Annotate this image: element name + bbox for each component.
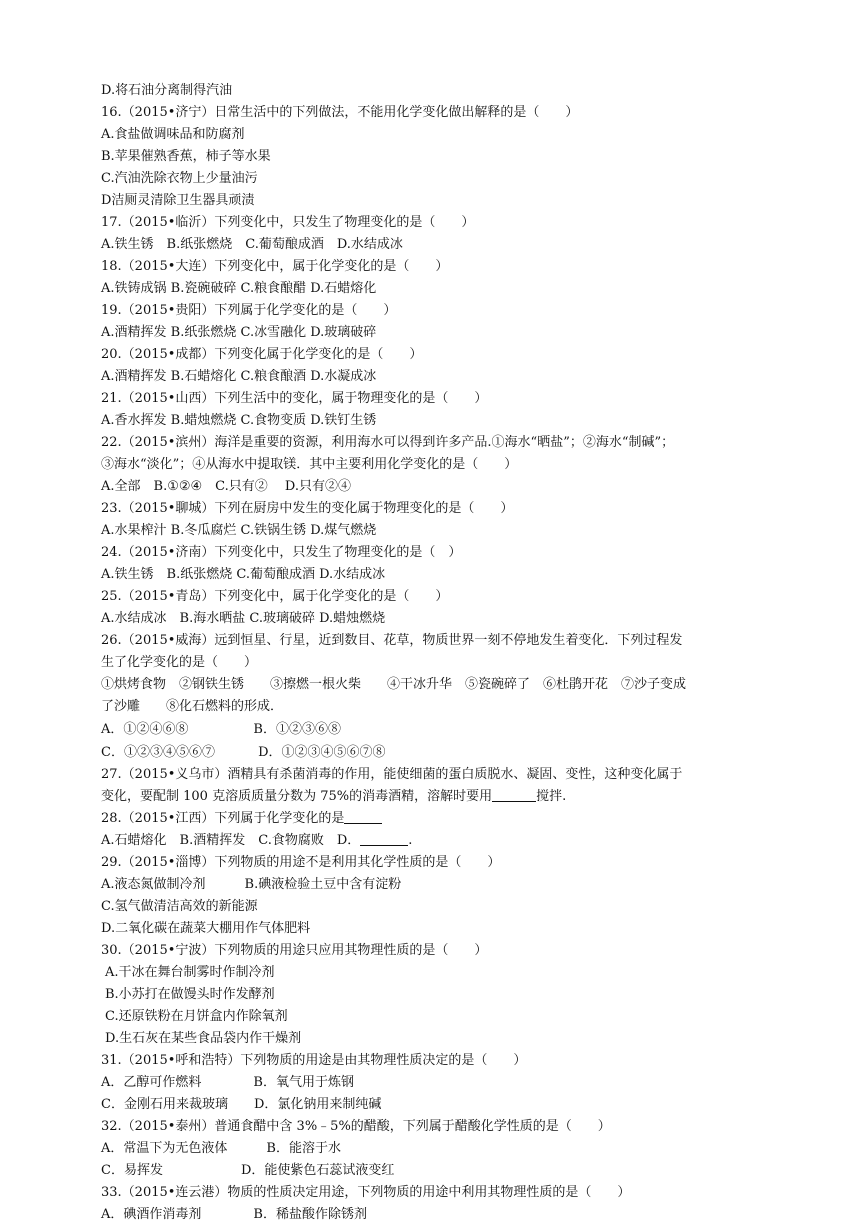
answer-option: C.还原铁粉在月饼盒内作除氧剂 — [105, 1009, 288, 1024]
document-page — [101, 80, 769, 1226]
answer-options: A.酒精挥发 B.石蜡熔化 C.粮食酿酒 D.水凝成冰 — [101, 369, 377, 384]
answer-options: A.水果榨汁 B.冬瓜腐烂 C.铁锅生锈 D.煤气燃烧 — [101, 523, 377, 538]
question-27-continued — [101, 786, 769, 808]
answer-options: A.铁铸成锅 B.瓷碗破碎 C.粮食酿醋 D.石蜡熔化 — [101, 281, 377, 296]
question-27-tail: 搅拌. — [536, 789, 567, 804]
question-22: 22.（2015•滨州）海洋是重要的资源，利用海水可以得到许多产品.①海水“晒盐”；②海水“制碱”； — [101, 435, 675, 450]
question-26-items-continued: 了沙雕 ⑧化石燃料的形成． — [101, 699, 284, 714]
answer-option: C.汽油洗除衣物上少量油污 — [101, 171, 258, 186]
question-28-text: 28.（2015•江西）下列属于化学变化的是 — [101, 811, 345, 826]
answer-option: D.二氧化碳在蔬菜大棚用作气体肥料 — [101, 921, 311, 936]
question-24: 24.（2015•济南）下列变化中，只发生了物理变化的是（ ） — [101, 545, 462, 560]
answer-options: C．易挥发 D．能使紫色石蕊试液变红 — [101, 1163, 395, 1178]
answer-option: A.食盐做调味品和防腐剂 — [101, 127, 245, 142]
question-28 — [101, 808, 769, 830]
question-27-text: 变化，要配制 100 克溶质质量分数为 75%的消毒酒精，溶解时要用 — [101, 789, 493, 804]
answer-options: A．碘酒作消毒剂 B．稀盐酸作除锈剂 — [101, 1207, 367, 1222]
answer-options-text: A.石蜡熔化 B.酒精挥发 C.食物腐败 D． — [101, 833, 361, 848]
answer-options: A.水结成冰 B.海水晒盐 C.玻璃破碎 D.蜡烛燃烧 — [101, 611, 386, 626]
answer-options: A.全部 B.①②④ C.只有② D.只有②④ — [101, 479, 352, 494]
answer-options: A．①②④⑥⑧ B．①②③⑥⑧ — [101, 722, 341, 737]
question-16: 16.（2015•济宁）日常生活中的下列做法，不能用化学变化做出解释的是（ ） — [101, 105, 579, 120]
answer-options: A.液态氮做制冷剂 B.碘液检验土豆中含有淀粉 — [101, 877, 402, 892]
question-23: 23.（2015•聊城）下列在厨房中发生的变化属于物理变化的是（ ） — [101, 501, 514, 516]
answer-option: B.小苏打在做馒头时作发酵剂 — [105, 987, 275, 1002]
question-30: 30.（2015•宁波）下列物质的用途只应用其物理性质的是（ ） — [101, 943, 488, 958]
question-20: 20.（2015•成都）下列变化属于化学变化的是（ ） — [101, 347, 423, 362]
question-25: 25.（2015•青岛）下列变化中，属于化学变化的是（ ） — [101, 589, 449, 604]
question-22-continued: ③海水“淡化”；④从海水中提取镁．其中主要利用化学变化的是（ ） — [101, 457, 518, 472]
answer-options: A.铁生锈 B.纸张燃烧 C.葡萄酿成酒 D.水结成冰 — [101, 567, 386, 582]
question-26-continued: 生了化学变化的是（ ） — [101, 655, 258, 670]
answer-options — [101, 830, 769, 852]
question-32: 32.（2015•泰州）普通食醋中含 3%﹣5%的醋酸，下列属于醋酸化学性质的是（ ） — [101, 1119, 611, 1134]
answer-option: A.干冰在舞台制雾时作制冷剂 — [105, 965, 275, 980]
answer-options: A.香水挥发 B.蜡烛燃烧 C.食物变质 D.铁钉生锈 — [101, 413, 377, 428]
fill-in-blank — [344, 809, 382, 824]
answer-options: A．常温下为无色液体 B．能溶于水 — [101, 1141, 341, 1156]
question-27: 27.（2015•义乌市）酒精具有杀菌消毒的作用，能使细菌的蛋白质脱水、凝固、变性，这种变化属于 — [101, 767, 683, 782]
question-26-items: ①烘烤食物 ②钢铁生锈 ③擦燃一根火柴 ④干冰升华 ⑤瓷碗碎了 ⑥杜鹃开花 ⑦沙子变成 — [101, 677, 687, 692]
answer-options: A.铁生锈 B.纸张燃烧 C.葡萄酿成酒 D.水结成冰 — [101, 237, 403, 252]
answer-option: B.苹果催熟香蕉，柿子等水果 — [101, 149, 271, 164]
answer-option: D.将石油分离制得汽油 — [101, 83, 233, 98]
fill-in-blank — [360, 831, 408, 846]
question-29: 29.（2015•淄博）下列物质的用途不是利用其化学性质的是（ ） — [101, 855, 501, 870]
question-26: 26.（2015•威海）远到恒星、行星，近到数目、花草，物质世界一刻不停地发生着变化．下列过程发 — [101, 633, 683, 648]
period: . — [408, 833, 413, 848]
question-33: 33.（2015•连云港）物质的性质决定用途，下列物质的用途中利用其物理性质的是（ ） — [101, 1185, 631, 1200]
answer-options: A．乙醇可作燃料 B．氧气用于炼钢 — [101, 1075, 354, 1090]
answer-option: D.生石灰在某些食品袋内作干燥剂 — [105, 1031, 302, 1046]
question-17: 17.（2015•临沂）下列变化中，只发生了物理变化的是（ ） — [101, 215, 475, 230]
question-18: 18.（2015•大连）下列变化中，属于化学变化的是（ ） — [101, 259, 449, 274]
answer-options: A.酒精挥发 B.纸张燃烧 C.冰雪融化 D.玻璃破碎 — [101, 325, 377, 340]
answer-option: C.氢气做清洁高效的新能源 — [101, 899, 258, 914]
answer-options: C．金刚石用来裁玻璃 D．氯化钠用来制纯碱 — [101, 1097, 382, 1112]
answer-option: D洁厕灵清除卫生器具顽渍 — [101, 193, 255, 208]
question-21: 21.（2015•山西）下列生活中的变化，属于物理变化的是（ ） — [101, 391, 488, 406]
answer-options: C．①②③④⑤⑥⑦ D．①②③④⑤⑥⑦⑧ — [101, 745, 386, 760]
question-31: 31.（2015•呼和浩特）下列物质的用途是由其物理性质决定的是（ ） — [101, 1053, 527, 1068]
fill-in-blank — [492, 787, 536, 802]
question-19: 19.（2015•贵阳）下列属于化学变化的是（ ） — [101, 303, 397, 318]
